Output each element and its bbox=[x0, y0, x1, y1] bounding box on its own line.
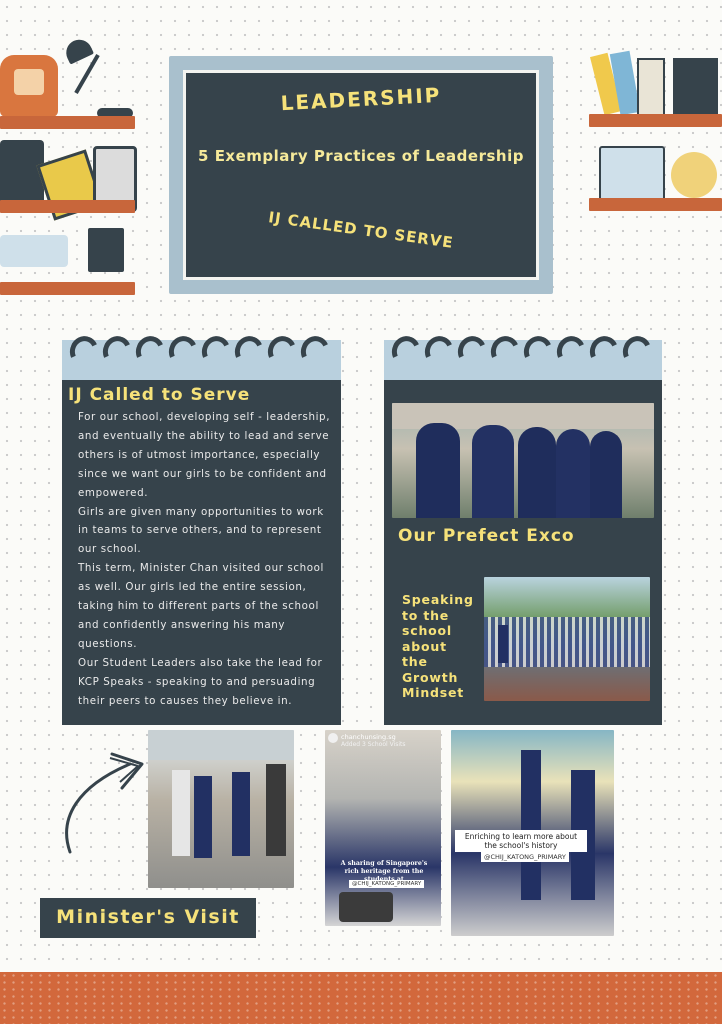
tablet-illustration bbox=[339, 892, 393, 922]
notebook-illustration bbox=[88, 228, 124, 272]
shelf-decoration-right bbox=[585, 40, 722, 220]
books-illustration bbox=[597, 50, 667, 114]
social-post-1 bbox=[325, 730, 441, 926]
title-board bbox=[183, 70, 539, 280]
spiral-rings-right bbox=[392, 330, 662, 370]
post-tag: @CHIJ_KATONG_PRIMARY bbox=[349, 880, 424, 888]
serve-paragraph: This term, Minister Chan visited our school as well. Our girls led the entire session, taking him to different parts of the school and confidently answering his many questions. bbox=[78, 562, 325, 650]
curved-arrow-icon bbox=[56, 748, 148, 858]
speaking-assembly-photo bbox=[484, 577, 650, 701]
shelf-decoration-left bbox=[0, 30, 140, 300]
clock-illustration bbox=[671, 152, 717, 198]
spiral-rings-left bbox=[70, 330, 340, 370]
board-tagline: IJ CALLED TO SERVE bbox=[267, 208, 455, 252]
speaking-caption: Speaking to the school about the Growth Mindset bbox=[402, 592, 474, 700]
avatar bbox=[328, 733, 338, 743]
social-post-2 bbox=[451, 730, 614, 936]
footer-band bbox=[0, 972, 722, 1024]
prefect-panel-heading: Our Prefect Exco bbox=[398, 526, 575, 546]
serve-paragraph: Girls are given many opportunities to work in teams to serve others, and to represent our school. bbox=[78, 505, 324, 556]
page-title: LEADERSHIP bbox=[280, 82, 442, 116]
telephone-illustration bbox=[0, 55, 58, 117]
tape-dispenser-illustration bbox=[0, 235, 68, 267]
minister-visit-label: Minister's Visit bbox=[56, 906, 240, 928]
serve-panel-body bbox=[78, 408, 336, 711]
post-caption: A sharing of Singapore's rich heritage from the bbox=[340, 860, 428, 875]
post-caption: Enriching to learn more about the school's history bbox=[455, 830, 587, 852]
serve-paragraph: Our Student Leaders also take the lead for KCP Speaks - speaking to and persuading their peers to causes they believe in. bbox=[78, 656, 323, 707]
serve-paragraph: For our school, developing self - leadership, and eventually the ability to lead and serve others is of utmost importance, especially since we want our girls to be confident and empowered. bbox=[78, 411, 331, 499]
minister-visit-photo bbox=[148, 730, 294, 888]
desk-lamp-illustration bbox=[65, 40, 125, 118]
serve-panel bbox=[62, 380, 341, 725]
post-subtitle: Added 3 School Visits bbox=[341, 741, 406, 748]
page-subtitle: 5 Exemplary Practices of Leadership bbox=[198, 147, 524, 165]
prefect-panel bbox=[384, 380, 662, 725]
serve-panel-heading: IJ Called to Serve bbox=[68, 385, 251, 405]
minister-visit-label-box bbox=[40, 898, 256, 938]
prefect-exco-photo bbox=[392, 403, 654, 518]
post-handle: chanchunsing.sg bbox=[341, 733, 396, 741]
box-illustration bbox=[673, 58, 718, 114]
post-tag: @CHIJ_KATONG_PRIMARY bbox=[481, 852, 569, 862]
calendar-icon bbox=[599, 146, 665, 202]
